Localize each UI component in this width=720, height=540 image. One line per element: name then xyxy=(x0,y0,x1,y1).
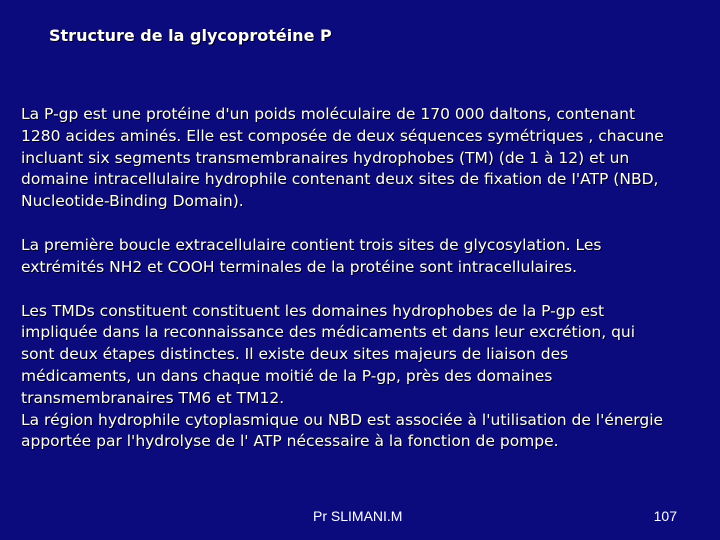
slide-title: Structure de la glycoprotéine P xyxy=(49,26,332,45)
slide-body xyxy=(21,104,711,453)
page-number: 107 xyxy=(653,508,677,524)
paragraph-pgp-description: La P-gp est une protéine d'un poids moléculaire de 170 000 daltons, contenant 1280 acides aminés. Elle est composée de deux séquences symétriques , chacune incluant six segments transmembranaires hydrophobes (TM) (de 1 à 12) et un domaine intracellulaire hydrophile contenant deux sites de fixation de I'ATP (NBD, Nucleotide-Binding Domain). xyxy=(21,105,664,211)
paragraph-glycosylation: La première boucle extracellulaire contient trois sites de glycosylation. Les extrémités NH2 et COOH terminales de la protéine sont intracellulaires. xyxy=(21,235,602,276)
paragraph-tmd-function: Les TMDs constituent constituent les domaines hydrophobes de la P-gp est impliquée dans la reconnaissance des médicaments et dans leur excrétion, qui sont deux étapes distinctes. Il existe deux sites majeurs de liaison des médicaments, un dans chaque moitié de la P-gp, près des domaines transmembranaires TM6 et TM12. La région hydrophile cytoplasmique ou NBD est associée à l'utilisation de l'énergie apportée par l'hydrolyse de l' ATP nécessaire à la fonction de pompe. xyxy=(21,301,664,451)
footer-author: Pr SLIMANI.M xyxy=(313,508,403,524)
